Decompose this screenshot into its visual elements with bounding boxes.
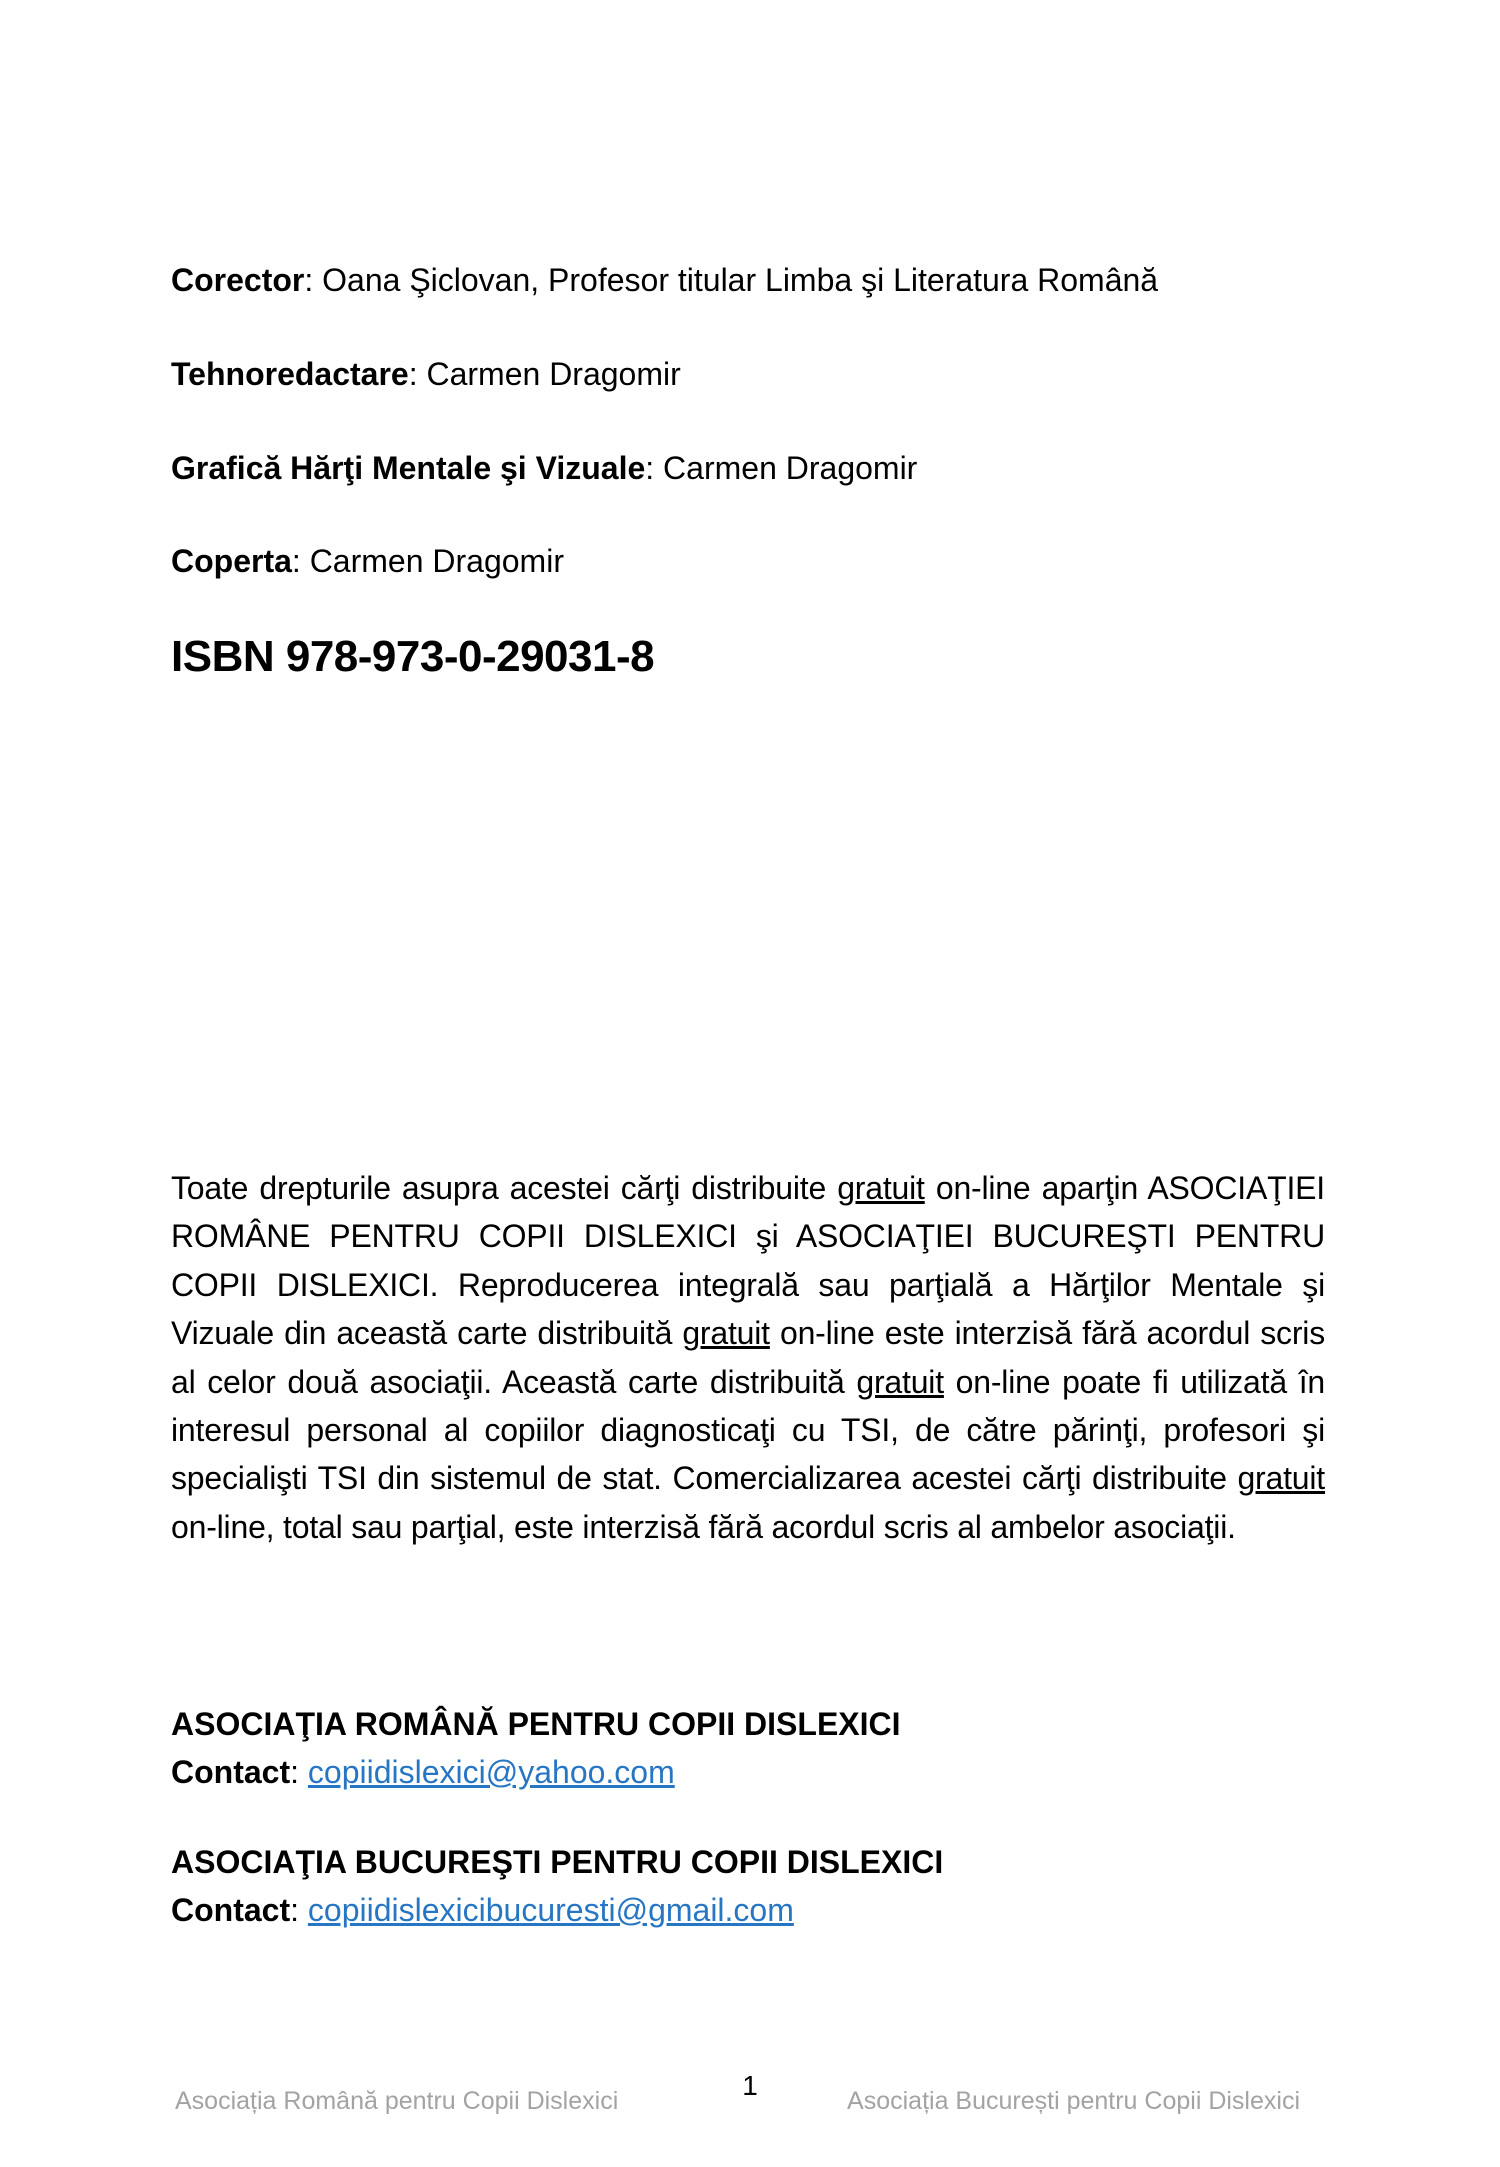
credit-label: Tehnoredactare [171, 356, 409, 392]
credit-separator: : [304, 262, 323, 298]
credit-value: Oana Şiclovan, Profesor titular Limba şi Literatura Română [322, 262, 1159, 298]
contact-label: Contact [171, 1892, 291, 1928]
contact-line [171, 1886, 943, 1934]
credit-label: Grafică Hărţi Mentale şi Vizuale [171, 450, 646, 486]
email-link-gmail[interactable]: copiidislexicibucuresti@gmail.com [307, 1892, 794, 1928]
underlined-term-gratuit: gratuit [1237, 1460, 1325, 1497]
page-number: 1 [742, 2070, 758, 2101]
credit-label: Coperta [171, 543, 292, 579]
footer-right-text: Asociația București pentru Copii Dislexici [847, 2087, 1300, 2115]
underlined-term-gratuit: gratuit [856, 1363, 944, 1400]
credit-line-coperta [171, 541, 564, 581]
copyright-paragraph [171, 1164, 1325, 1551]
association-block-romana [171, 1700, 901, 1796]
copyright-text-segment: on-line poate fi utilizată în interesul personal al copiilor diagnosticaţi cu TSI, de către părinţi, profesori şi specialişti TSI din sistemul de stat. Comercializarea acestei cărţi distribuite [171, 1363, 1325, 1497]
credit-line-corector [171, 260, 1158, 300]
credit-value: Carmen Dragomir [309, 543, 564, 579]
copyright-text-segment: Toate drepturile asupra acestei cărţi distribuite [171, 1170, 838, 1206]
contact-line [171, 1748, 901, 1796]
association-name: ASOCIAŢIA ROMÂNĂ PENTRU COPII DISLEXICI [171, 1706, 901, 1742]
credit-line-tehnoredactare [171, 354, 681, 394]
credit-separator: : [645, 450, 664, 486]
credit-value: Carmen Dragomir [426, 356, 681, 392]
underlined-term-gratuit: gratuit [837, 1170, 925, 1206]
credit-separator: : [408, 356, 427, 392]
contact-separator: : [290, 1892, 308, 1928]
copyright-text-segment: on-line, total sau parţial, este interzisă fără acordul scris al ambelor asociaţii. [171, 1508, 1236, 1545]
email-link-yahoo[interactable]: copiidislexici@yahoo.com [307, 1754, 675, 1790]
contact-label: Contact [171, 1754, 291, 1790]
credit-separator: : [291, 543, 310, 579]
credit-line-grafica [171, 448, 917, 488]
contact-separator: : [290, 1754, 308, 1790]
copyright-text-segment: on-line aparţin ASOCIAŢIEI ROMÂNE PENTRU COPII DISLEXICI şi ASOCIAŢIEI BUCUREŞTI PENTRU COPII DISLEXICI. Reproducerea integrală sau parţială a Hărţilor Mentale şi Vizuale din această carte distribuită [171, 1170, 1325, 1352]
copyright-text-segment: on-line este interzisă fără acordul scris al celor două asociaţii. Această carte distribuită [171, 1315, 1325, 1400]
footer-left-text: Asociația Română pentru Copii Dislexici [175, 2087, 619, 2115]
isbn-heading: ISBN 978-973-0-29031-8 [171, 632, 655, 681]
credit-label: Corector [171, 262, 305, 298]
association-name: ASOCIAŢIA BUCUREŞTI PENTRU COPII DISLEXICI [171, 1844, 944, 1880]
credit-value: Carmen Dragomir [663, 450, 918, 486]
underlined-term-gratuit: gratuit [682, 1315, 770, 1352]
association-block-bucuresti [171, 1838, 943, 1934]
